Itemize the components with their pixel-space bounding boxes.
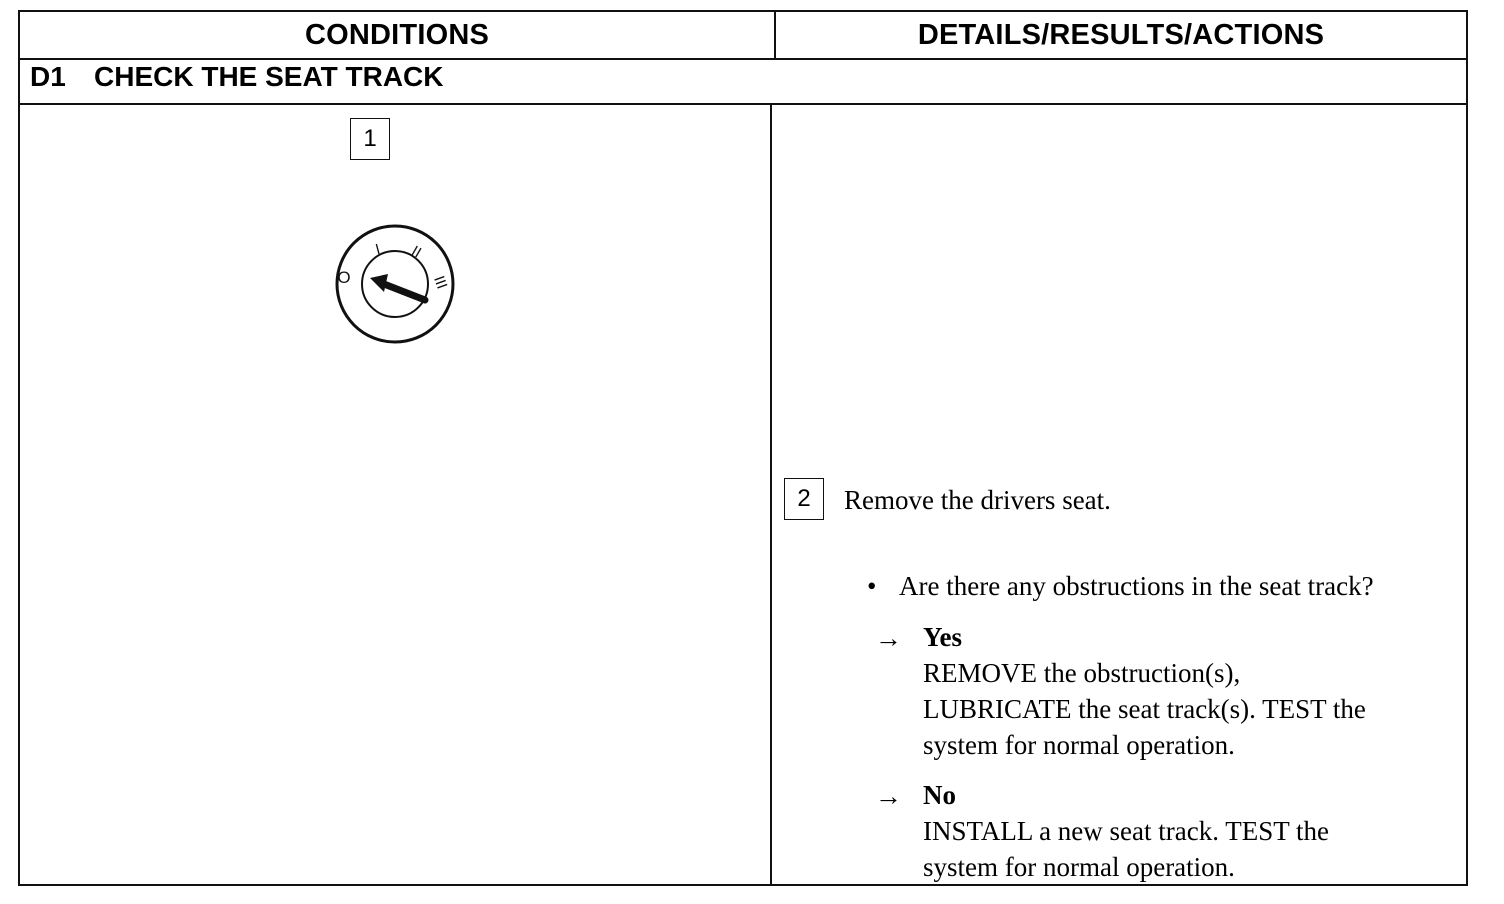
step-title-row bbox=[20, 58, 1466, 105]
instruction-text: Remove the drivers seat. bbox=[844, 485, 1111, 515]
no-line-2: system for normal operation. bbox=[923, 852, 1235, 882]
yes-line-3: system for normal operation. bbox=[923, 730, 1235, 760]
step-2-box: 2 bbox=[784, 478, 824, 520]
ignition-label-2: II bbox=[408, 242, 425, 262]
ignition-label-1: I bbox=[373, 240, 383, 259]
table-header-row bbox=[20, 12, 1466, 60]
yes-line-2: LUBRICATE the seat track(s). TEST the bbox=[923, 694, 1366, 724]
details-header: DETAILS/RESULTS/ACTIONS bbox=[917, 18, 1325, 51]
yes-arrow-icon: → bbox=[875, 623, 902, 653]
no-arrow-icon: → bbox=[875, 781, 902, 811]
no-label: No bbox=[923, 780, 956, 810]
no-line-1: INSTALL a new seat track. TEST the bbox=[923, 816, 1329, 846]
step-title: CHECK THE SEAT TRACK bbox=[94, 61, 444, 92]
ignition-label-0: O bbox=[337, 268, 351, 287]
conditions-header: CONDITIONS bbox=[20, 12, 776, 58]
step-id: D1 bbox=[30, 61, 66, 92]
column-divider bbox=[770, 103, 772, 884]
ignition-switch-off-icon bbox=[330, 222, 460, 352]
diagnostic-table bbox=[18, 10, 1468, 886]
yes-line-1: REMOVE the obstruction(s), bbox=[923, 658, 1241, 688]
step-1-box: 1 bbox=[350, 118, 390, 160]
bullet-icon: • bbox=[867, 571, 877, 601]
yes-label: Yes bbox=[923, 622, 962, 652]
question-text: Are there any obstructions in the seat track? bbox=[899, 571, 1374, 601]
ignition-label-3: III bbox=[430, 273, 451, 292]
